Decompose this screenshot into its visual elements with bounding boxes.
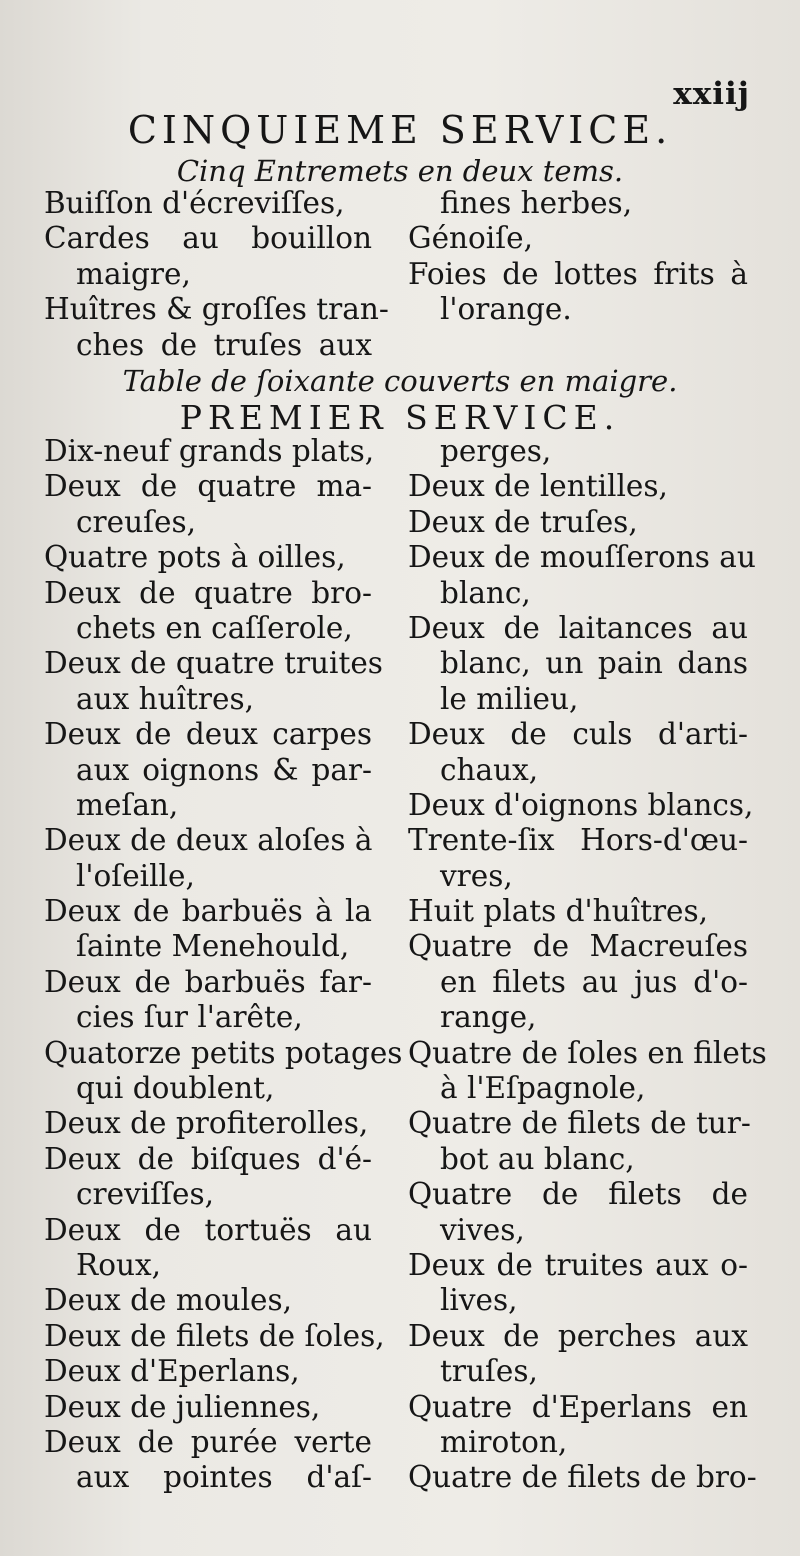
text-line: Deux de barbuës à la [44, 894, 372, 929]
text-line: meſan, [76, 787, 179, 822]
text-line: Deux de truites aux o- [408, 1247, 748, 1282]
table-heading: Table de ſoixante couverts en maigre. [122, 364, 678, 398]
text-line: vives, [440, 1212, 525, 1247]
text-line: qui doublent, [76, 1071, 275, 1106]
text-line: Deux d'Eperlans, [44, 1354, 300, 1389]
text-line: Roux, [76, 1247, 161, 1282]
text-line: Deux de purée verte [44, 1424, 372, 1459]
text-line: bot au blanc, [440, 1141, 635, 1176]
text-line: l'orange. [440, 292, 572, 327]
text-line: fines herbes, [440, 186, 633, 220]
section1-left-column [44, 186, 389, 363]
text-line: Génoiſe, [408, 221, 533, 256]
text-line: vres, [440, 858, 513, 893]
text-line: Quatre d'Eperlans en [408, 1389, 748, 1424]
text-line: ches de truſes aux [76, 327, 372, 362]
text-line: maigre, [76, 256, 191, 291]
text-line: Quatorze petits potages [44, 1035, 403, 1070]
text-line: Deux de laitances au [408, 610, 748, 645]
text-line: Deux de culs d'arti- [408, 717, 748, 752]
text-line: Quatre de ſoles en filets [408, 1035, 767, 1070]
text-line: cies ſur l'arête, [76, 1000, 303, 1035]
text-line: Deux de profiterolles, [44, 1106, 369, 1141]
text-line: truſes, [440, 1354, 538, 1389]
text-line: Deux de lentilles, [408, 469, 668, 504]
text-line: Deux de truſes, [408, 504, 638, 539]
text-line: Deux de quatre bro- [44, 575, 372, 610]
text-line: creviſſes, [76, 1177, 214, 1212]
text-line: blanc, un pain dans [440, 646, 748, 681]
text-line: chaux, [440, 752, 539, 787]
text-line: Quatre pots à oilles, [44, 540, 346, 575]
text-line: miroton, [440, 1424, 568, 1459]
text-line: blanc, [440, 575, 531, 610]
text-line: Deux de biſques d'é- [44, 1141, 372, 1176]
page-number: xxiij [673, 76, 750, 112]
text-line: Dix-neuf grands plats, [44, 434, 375, 468]
text-line: Quatre de filets de [408, 1177, 748, 1212]
text-line: Deux de deux carpes [44, 717, 372, 752]
text-line: chets en caſſerole, [76, 610, 353, 645]
text-line: aux oignons & par- [76, 752, 372, 787]
text-line: Buiſſon d'écreviſſes, [44, 186, 345, 220]
text-line: Quatre de filets de bro- [408, 1460, 757, 1495]
text-line: Quatre de filets de tur- [408, 1106, 751, 1141]
text-line: Quatre de Macreuſes [408, 929, 748, 964]
text-line: aux pointes d'aſ- [76, 1460, 372, 1495]
text-line: à l'Eſpagnole, [440, 1071, 646, 1106]
section2-left-column [44, 434, 403, 1496]
section1-right-column [408, 186, 748, 328]
text-line: Deux de quatre truites [44, 646, 383, 681]
text-line: Deux de barbuës far- [44, 964, 372, 999]
text-line: Deux de mouſſerons au [408, 540, 756, 575]
text-line: Deux de juliennes, [44, 1389, 321, 1424]
text-line: Foies de lottes frits à [408, 256, 748, 291]
text-line: Deux d'oignons blancs, [408, 787, 754, 822]
text-line: Trente-ſix Hors-d'œu- [408, 823, 748, 858]
text-line: en filets au jus d'o- [440, 964, 748, 999]
text-line: Deux de perches aux [408, 1318, 748, 1353]
text-line: Huîtres & groſſes tran- [44, 292, 389, 327]
text-line: lives, [440, 1283, 518, 1318]
section2-right-column [408, 434, 767, 1496]
section-subtitle: Cinq Entremets en deux tems. [176, 154, 624, 188]
text-line: Deux de moules, [44, 1283, 292, 1318]
text-line: Cardes au bouillon [44, 221, 372, 256]
text-line: range, [440, 1000, 537, 1035]
section-title-premier: PREMIER SERVICE. [179, 398, 621, 437]
text-line: Deux de filets de ſoles, [44, 1318, 385, 1353]
text-line: le milieu, [440, 681, 579, 716]
text-line: Deux de tortuës au [44, 1212, 372, 1247]
text-line: creuſes, [76, 504, 196, 539]
text-line: Deux de quatre ma- [44, 469, 372, 504]
text-line: aux huîtres, [76, 681, 254, 716]
text-line: perges, [440, 434, 552, 468]
section-title-cinquieme: CINQUIEME SERVICE. [127, 108, 673, 152]
text-line: Deux de deux aloſes à [44, 823, 373, 858]
text-line: Huit plats d'huîtres, [408, 894, 709, 929]
text-line: l'oſeille, [76, 858, 195, 893]
text-line: ſainte Menehould, [76, 929, 350, 964]
